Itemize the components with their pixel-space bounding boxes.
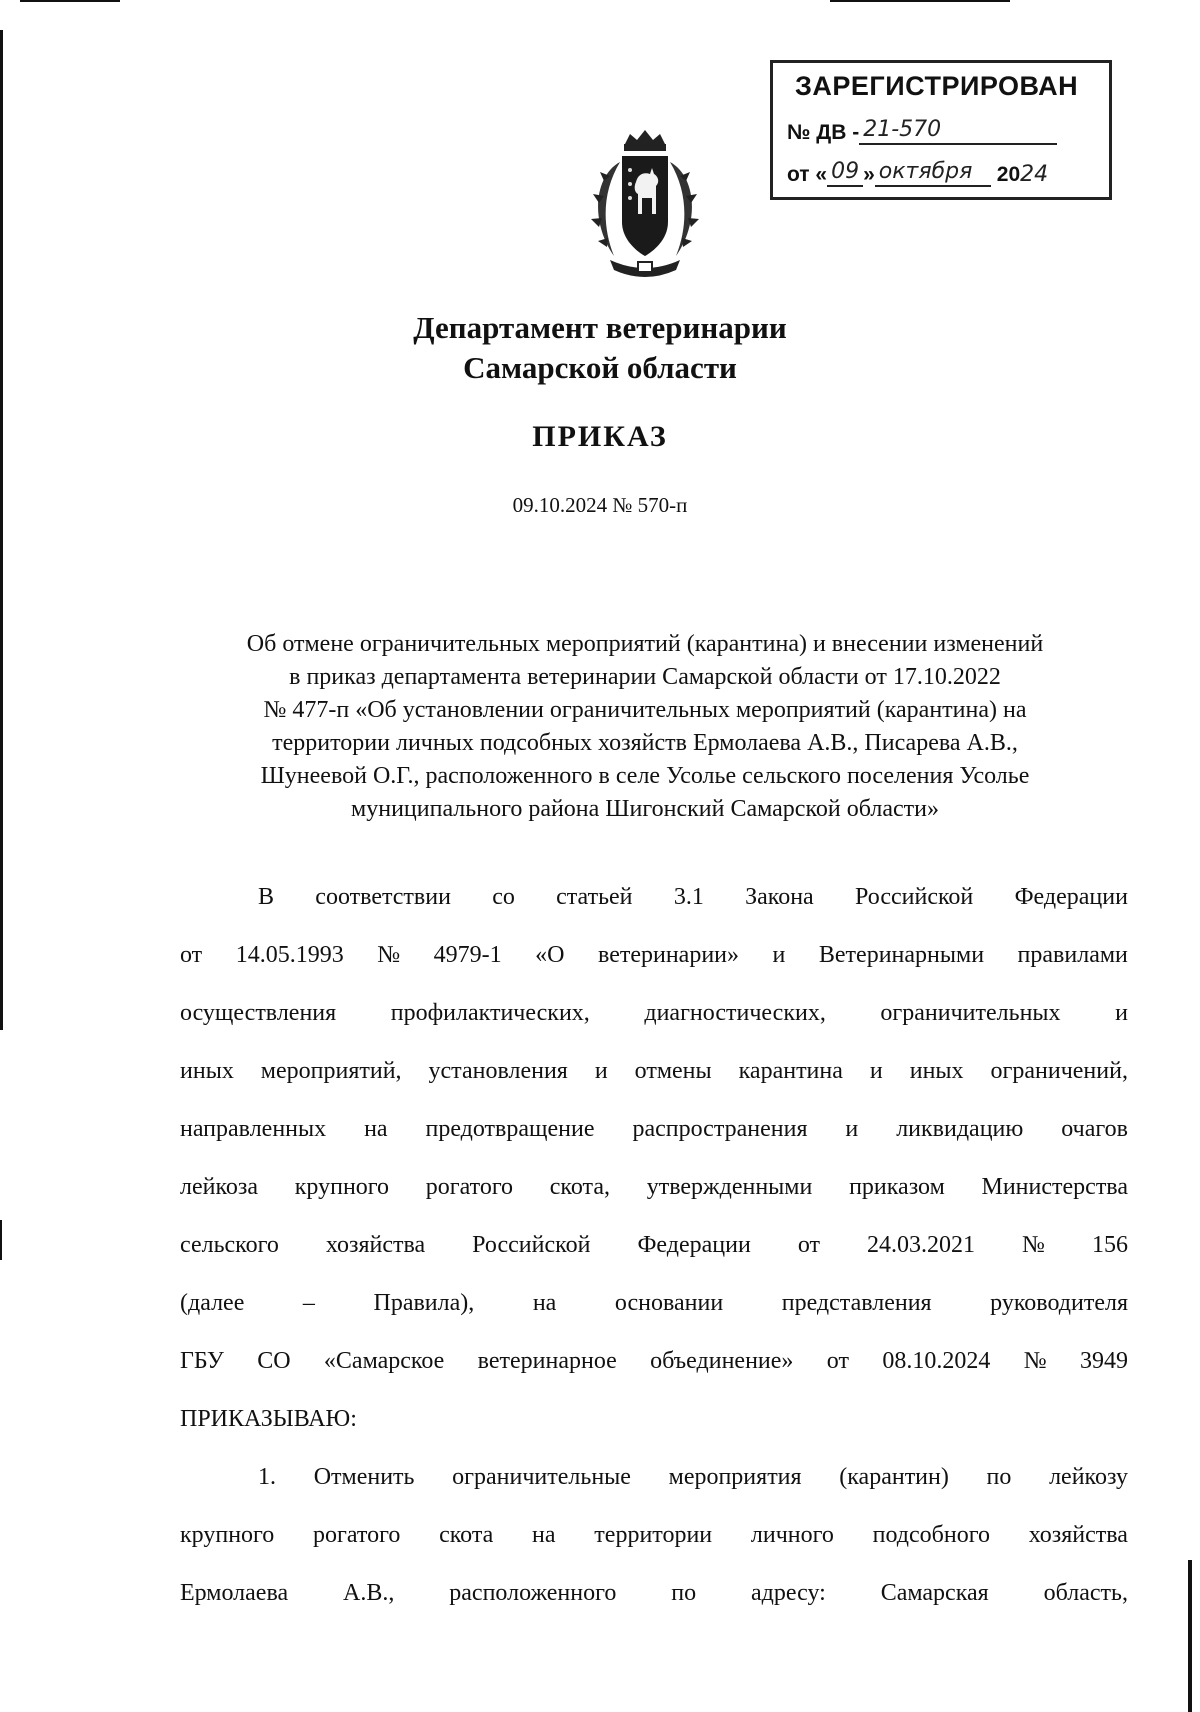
body-word: расположенного (449, 1580, 617, 1606)
stamp-date-month: октября (875, 159, 991, 187)
body-word: ограничительные (452, 1464, 631, 1490)
stamp-number-label: № ДВ - (787, 121, 860, 144)
body-word: осуществления (180, 1000, 337, 1026)
subject-line: Шунеевой О.Г., расположенного в селе Усолье сельского поселения Усолье (260, 763, 1030, 789)
body-word: профилактических, (390, 1000, 590, 1026)
body-word: объединение» (650, 1348, 794, 1374)
body-word: Российской (472, 1232, 591, 1258)
subject-line: № 477-п «Об установлении ограничительных мероприятий (карантина) на (263, 697, 1027, 723)
body-word: 3949 (1079, 1348, 1128, 1374)
body-word: Закона (745, 884, 814, 910)
body-word: предотвращение (425, 1116, 595, 1142)
scan-edge-top-left (20, 0, 120, 2)
subject-line: территории личных подсобных хозяйств Ермолаева А.В., Писарева А.В., (272, 730, 1018, 756)
body-word: мероприятий, (260, 1058, 402, 1084)
stamp-date-year-prefix: 20 (996, 163, 1021, 186)
body-word: приказом (849, 1174, 945, 1200)
stamp-number-row (787, 117, 1057, 145)
stamp-date-year-suffix: 24 (1020, 162, 1049, 187)
body-word: территории (594, 1522, 713, 1548)
body-word: № (1023, 1348, 1047, 1374)
scan-edge-left (0, 30, 3, 1030)
body-word: 1. (258, 1464, 276, 1490)
body-word: крупного (180, 1522, 275, 1548)
body-word: хозяйства (325, 1232, 426, 1258)
body-word: иных (909, 1058, 964, 1084)
body-word: на (532, 1522, 556, 1548)
body-word: рогатого (425, 1174, 514, 1200)
stamp-number-value: 21-570 (859, 117, 1057, 145)
body-word: скота, (549, 1174, 610, 1200)
body-word: по (671, 1580, 697, 1606)
stamp-title: ЗАРЕГИСТРИРОВАН (795, 71, 1079, 101)
body-line (180, 1230, 1128, 1288)
body-line (180, 998, 1128, 1056)
body-word: утвержденными (646, 1174, 813, 1200)
body-word: установления (428, 1058, 568, 1084)
scan-edge-top-right (830, 0, 1010, 2)
body-word: Российской (855, 884, 974, 910)
body-line (180, 882, 1128, 940)
body-word: направленных (180, 1116, 327, 1142)
body-word: ограничений, (990, 1058, 1128, 1084)
body-word: рогатого (313, 1522, 401, 1548)
body-word: на (364, 1116, 388, 1142)
body-word: от (180, 942, 203, 968)
body-word: № (377, 942, 401, 968)
body-word: личного (750, 1522, 834, 1548)
body-word: и (869, 1058, 883, 1084)
body-word: Правила), (373, 1290, 475, 1316)
body-word: 08.10.2024 (882, 1348, 991, 1374)
body-line (180, 940, 1128, 998)
body-word: ограничительных (880, 1000, 1061, 1026)
body-line (180, 1114, 1128, 1172)
body-word: хозяйства (1028, 1522, 1128, 1548)
body-word: иных (180, 1058, 234, 1084)
body-word: лейкоза (180, 1174, 259, 1200)
body-word: ликвидацию (896, 1116, 1024, 1142)
body-line (180, 1520, 1128, 1578)
body-word: Министерства (981, 1174, 1128, 1200)
body-word: – (302, 1290, 315, 1316)
body-line (180, 1462, 1128, 1520)
body-word: Федерации (1014, 884, 1128, 910)
stamp-date-day: 09 (827, 159, 863, 187)
body-word: правилами (1017, 942, 1128, 968)
body-word: мероприятия (668, 1464, 802, 1490)
body-word: Федерации (637, 1232, 751, 1258)
body-line: ПРИКАЗЫВАЮ: (180, 1406, 357, 1432)
body-word: ГБУ (180, 1348, 224, 1374)
registration-stamp (770, 60, 1112, 200)
body-word: 156 (1091, 1232, 1128, 1258)
body-word: соответствии (315, 884, 451, 910)
body-word: от (797, 1232, 820, 1258)
body-word: № (1022, 1232, 1045, 1258)
subject-line: муниципального района Шигонский Самарской области» (351, 796, 939, 822)
body-word: 14.05.1993 (235, 942, 344, 968)
body-line (180, 1578, 1128, 1636)
department-name (0, 308, 1200, 388)
body-word: диагностических, (644, 1000, 826, 1026)
body-word: и (772, 942, 786, 968)
body-word: руководителя (990, 1290, 1128, 1316)
order-body (180, 882, 1128, 1636)
body-word: 3.1 (673, 884, 704, 910)
body-word: скота (439, 1522, 494, 1548)
body-word: по (986, 1464, 1012, 1490)
body-word: Ермолаева (180, 1580, 289, 1606)
body-word: и (845, 1116, 859, 1142)
body-word: (карантин) (839, 1464, 949, 1490)
stamp-date-row (787, 159, 1048, 187)
body-line (180, 1346, 1128, 1404)
doc-type-title: ПРИКАЗ (532, 420, 668, 453)
body-word: А.В., (343, 1580, 395, 1606)
body-word: представления (781, 1290, 932, 1316)
body-word: СО (257, 1348, 291, 1374)
body-word: на (532, 1290, 557, 1316)
body-word: от (826, 1348, 849, 1374)
body-word: и (1115, 1000, 1128, 1026)
body-word: распространения (632, 1116, 808, 1142)
stamp-date-prefix: от « (787, 163, 828, 186)
body-word: ветеринарии» (598, 942, 740, 968)
body-word: «О (535, 942, 565, 968)
body-word: подсобного (872, 1522, 990, 1548)
body-word: ветеринарное (477, 1348, 617, 1374)
body-word: область, (1043, 1580, 1128, 1606)
scan-edge-left-lower (0, 1220, 2, 1260)
body-line (180, 1288, 1128, 1346)
body-word: Ветеринарными (818, 942, 985, 968)
order-subject (160, 628, 1130, 826)
body-word: 4979-1 (433, 942, 502, 968)
body-word: карантина (738, 1058, 843, 1084)
body-word: 24.03.2021 (867, 1232, 975, 1258)
body-word: и (594, 1058, 608, 1084)
subject-line: Об отмене ограничительных мероприятий (карантина) и внесении изменений (246, 631, 1044, 657)
body-word: (далее (180, 1290, 245, 1316)
body-word: крупного (294, 1174, 390, 1200)
body-word: сельского (180, 1232, 279, 1258)
body-word: Самарская (880, 1580, 989, 1606)
body-word: лейкозу (1049, 1464, 1128, 1490)
body-line (180, 1172, 1128, 1230)
body-word: отмены (634, 1058, 712, 1084)
body-line (180, 1056, 1128, 1114)
department-line-2: Самарской области (463, 350, 737, 385)
scan-edge-right-lower (1188, 1560, 1192, 1712)
body-word: статьей (556, 884, 633, 910)
subject-line: в приказ департамента ветеринарии Самарской области от 17.10.2022 (289, 664, 1001, 690)
body-word: со (492, 884, 515, 910)
samara-coat-of-arms-emblem (580, 126, 710, 286)
doc-number-date: 09.10.2024 № 570-п (512, 493, 688, 517)
body-word: очагов (1061, 1116, 1128, 1142)
body-word: основании (614, 1290, 724, 1316)
body-word: Отменить (313, 1464, 415, 1490)
body-word: «Самарское (323, 1348, 445, 1374)
stamp-date-mid: » (863, 163, 875, 186)
body-word: В (258, 884, 275, 910)
department-line-1: Департамент ветеринарии (413, 310, 787, 345)
body-word: адресу: (751, 1580, 826, 1606)
